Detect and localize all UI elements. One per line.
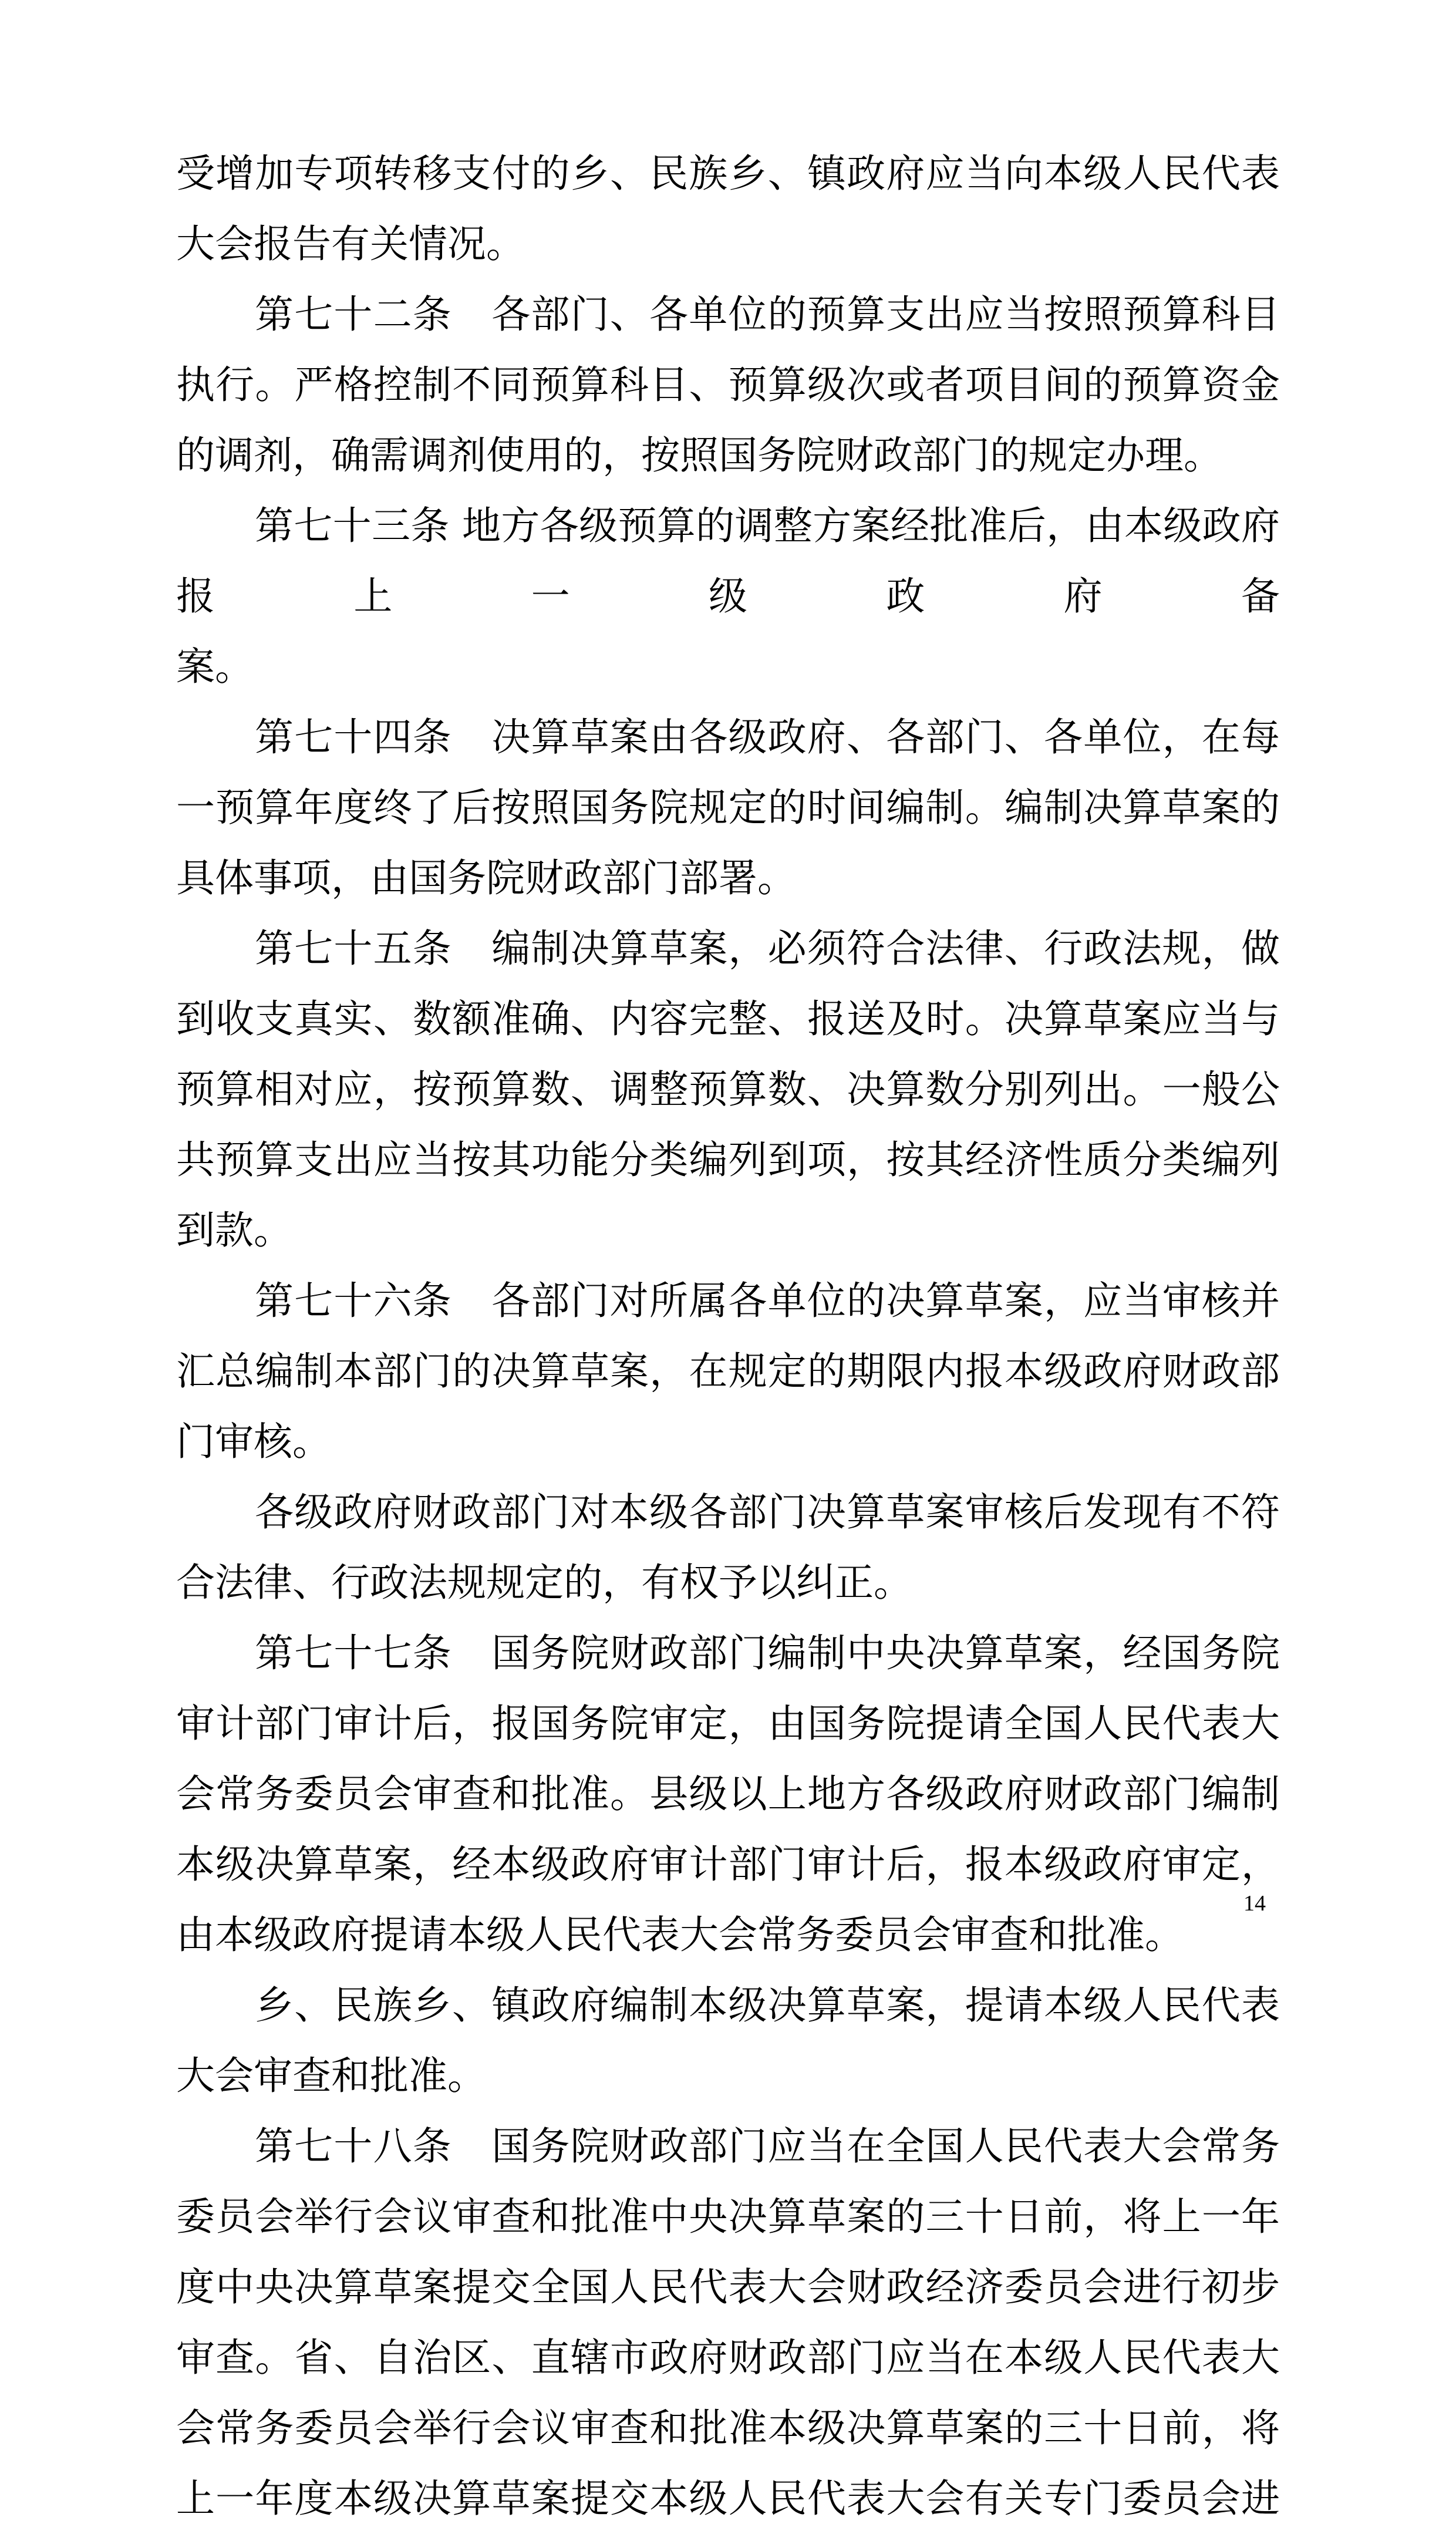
spread-char: 备 [1241, 574, 1280, 619]
text-line: 由本级政府提请本级人民代表大会常务委员会审查和批准。 [176, 1912, 1184, 1957]
article-73-heading-line: 第七十三条 地方各级预算的调整方案经批准后，由本级政府 [255, 503, 1280, 548]
spread-text-line [176, 561, 1280, 632]
article-75-heading-line: 第七十五条 编制决算草案，必须符合法律、行政法规，做 [255, 926, 1280, 971]
spread-char: 一 [531, 574, 570, 619]
article-77-heading-line: 第七十七条 国务院财政部门编制中央决算草案，经国务院 [255, 1630, 1280, 1676]
article-74-heading-line: 第七十四条 决算草案由各级政府、各部门、各单位，在每 [255, 715, 1280, 760]
article-76-heading-line: 第七十六条 各部门对所属各单位的决算草案，应当审核并 [255, 1278, 1280, 1323]
text-line: 合法律、行政法规规定的，有权予以纠正。 [176, 1560, 912, 1605]
text-line: 共预算支出应当按其功能分类编列到项，按其经济性质分类编列 [176, 1137, 1280, 1182]
text-line: 的调剂，确需调剂使用的，按照国务院财政部门的规定办理。 [176, 433, 1222, 478]
spread-char: 政 [886, 574, 925, 619]
document-body [176, 139, 1280, 2534]
spread-char: 报 [176, 574, 215, 619]
article-78-heading-line: 第七十八条 国务院财政部门应当在全国人民代表大会常务 [255, 2124, 1280, 2169]
text-line: 案。 [176, 644, 254, 689]
spread-char: 府 [1063, 574, 1103, 619]
text-line: 执行。严格控制不同预算科目、预算级次或者项目间的预算资金 [176, 362, 1280, 407]
text-line: 汇总编制本部门的决算草案，在规定的期限内报本级政府财政部 [176, 1349, 1280, 1394]
paragraph-first-line: 各级政府财政部门对本级各部门决算草案审核后发现有不符 [255, 1490, 1280, 1535]
article-72-heading-line: 第七十二条 各部门、各单位的预算支出应当按照预算科目 [255, 292, 1280, 337]
text-line: 审查。省、自治区、直辖市政府财政部门应当在本级人民代表大 [176, 2335, 1280, 2380]
text-line: 到收支真实、数额准确、内容完整、报送及时。决算草案应当与 [176, 996, 1280, 1042]
text-line: 上一年度本级决算草案提交本级人民代表大会有关专门委员会进 [176, 2476, 1280, 2521]
paragraph-first-line: 乡、民族乡、镇政府编制本级决算草案，提请本级人民代表 [255, 1983, 1280, 2028]
text-line: 预算相对应，按预算数、调整预算数、决算数分别列出。一般公 [176, 1067, 1280, 1112]
text-line: 大会报告有关情况。 [176, 221, 525, 267]
spread-char: 上 [353, 574, 393, 619]
text-line: 会常务委员会举行会议审查和批准本级决算草案的三十日前，将 [176, 2405, 1280, 2451]
text-line: 一预算年度终了后按照国务院规定的时间编制。编制决算草案的 [176, 785, 1280, 830]
text-line: 门审核。 [176, 1419, 331, 1464]
text-line: 到款。 [176, 1208, 292, 1253]
text-line: 审计部门审计后，报国务院审定，由国务院提请全国人民代表大 [176, 1701, 1280, 1746]
text-line: 会常务委员会审查和批准。县级以上地方各级政府财政部门编制 [176, 1771, 1280, 1817]
text-line: 大会审查和批准。 [176, 2053, 486, 2098]
text-line: 具体事项，由国务院财政部门部署。 [176, 855, 796, 901]
text-line: 受增加专项转移支付的乡、民族乡、镇政府应当向本级人民代表 [176, 151, 1280, 196]
page-number: 14 [1243, 1891, 1266, 1916]
text-line: 度中央决算草案提交全国人民代表大会财政经济委员会进行初步 [176, 2265, 1280, 2310]
text-line: 本级决算草案，经本级政府审计部门审计后，报本级政府审定， [176, 1842, 1280, 1887]
text-line: 委员会举行会议审查和批准中央决算草案的三十日前，将上一年 [176, 2194, 1280, 2239]
spread-char: 级 [708, 574, 747, 619]
